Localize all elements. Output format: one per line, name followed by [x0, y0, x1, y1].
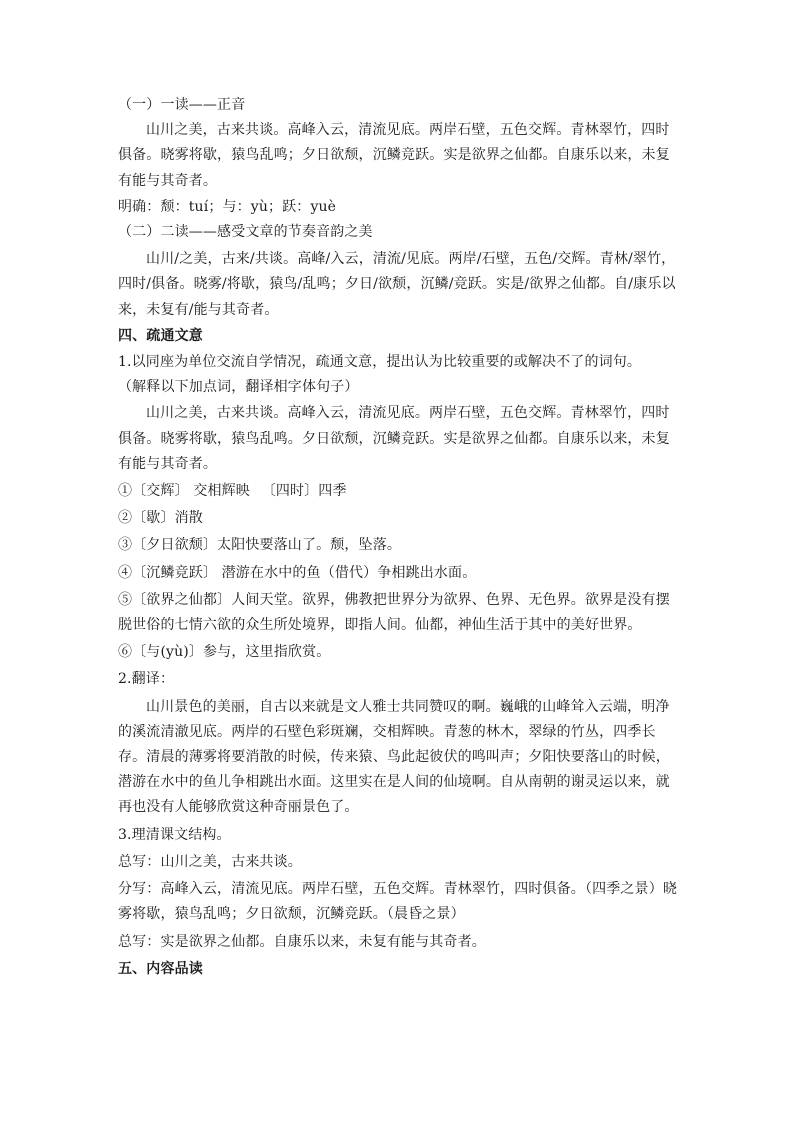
- task-1-instruction: （解释以下加点词，翻译相字体句子）: [118, 379, 359, 396]
- annotation-3: ③〔夕日欲颓〕太阳快要落山了。颓，坠落。: [118, 537, 401, 554]
- section-heading-first-reading: （一）一读——正音: [118, 97, 246, 113]
- pronunciation-note: 明确：颓：tuí；与：yù；跃：yuè: [118, 198, 337, 215]
- annotation-4: ④〔沉鳞竞跃〕 潜游在水中的鱼（借代）争相跳出水面。: [118, 564, 477, 581]
- document-body: [118, 93, 678, 982]
- section-heading-second-reading: （二）二读——感受文章的节奏音韵之美: [118, 224, 373, 241]
- rhythm-paragraph: 山川/之美，古来/共谈。高峰/入云，清流/见底。两岸/石壁，五色/交辉。青林/翠竹，四时/俱备。晓雾/将歇，猿鸟/乱鸣；夕日/欲颓，沉鳞/竞跃。实是/欲界之仙都。自/康乐以来，未复有/能与其奇者。: [118, 251, 676, 318]
- section-heading-understanding: 四、疏通文意: [118, 327, 203, 344]
- annotation-6: ⑥〔与(yù)〕参与，这里指欣赏。: [118, 644, 331, 661]
- translation-paragraph: 山川景色的美丽，自古以来就是文人雅士共同赞叹的啊。巍峨的山峰耸入云端，明净的溪流清澈见底。两岸的石壁色彩斑斓，交相辉映。青葱的林木，翠绿的竹丛，四季长存。清晨的薄雾将要消散的时候，传来猿、鸟此起彼伏的鸣叫声；夕阳快要落山的时候，潜游在水中的鱼儿争相跳出水面。这里实在是人间的仙境啊。自从南朝的谢灵运以来，就再也没有人能够欣赏这种奇丽景色了。: [118, 698, 670, 816]
- structure-detail: 分写：高峰入云，清流见底。两岸石壁，五色交辉。青林翠竹，四时俱备。（四季之景）晓雾将歇，猿鸟乱鸣；夕日欲颓，沉鳞竞跃。（晨昏之景）: [118, 881, 677, 923]
- task-3-heading: 3.理清课文结构。: [118, 826, 231, 843]
- structure-summary-2: 总写：实是欲界之仙都。自康乐以来，未复有能与其奇者。: [118, 933, 486, 950]
- task-1: 1.以同座为单位交流自学情况，疏通文意，提出认为比较重要的或解决不了的词句。: [118, 354, 642, 371]
- task-2-heading: 2.翻译：: [118, 671, 175, 688]
- structure-summary-1: 总写：山川之美，古来共谈。: [118, 853, 302, 870]
- original-text-paragraph: 山川之美，古来共谈。高峰入云，清流见底。两岸石壁，五色交辉。青林翠竹，四时俱备。晓雾将歇，猿鸟乱鸣；夕日欲颓，沉鳞竞跃。实是欲界之仙都。自康乐以来，未复有能与其奇者。: [118, 122, 670, 189]
- annotation-1: ①〔交辉〕 交相辉映 〔四时〕四季: [118, 483, 347, 500]
- annotation-2: ②〔歇〕消散: [118, 510, 203, 527]
- original-text-paragraph-2: 山川之美，古来共谈。高峰入云，清流见底。两岸石壁，五色交辉。青林翠竹，四时俱备。晓雾将歇，猿鸟乱鸣。夕日欲颓，沉鳞竞跃。实是欲界之仙都。自康乐以来，未复有能与其奇者。: [118, 405, 670, 472]
- section-heading-content: 五、内容品读: [118, 960, 203, 977]
- annotation-5: ⑤〔欲界之仙都〕人间天堂。欲界，佛教把世界分为欲界、色界、无色界。欲界是没有摆脱世俗的七情六欲的众生所处境界，即指人间。仙都，神仙生活于其中的美好世界。: [118, 591, 670, 634]
